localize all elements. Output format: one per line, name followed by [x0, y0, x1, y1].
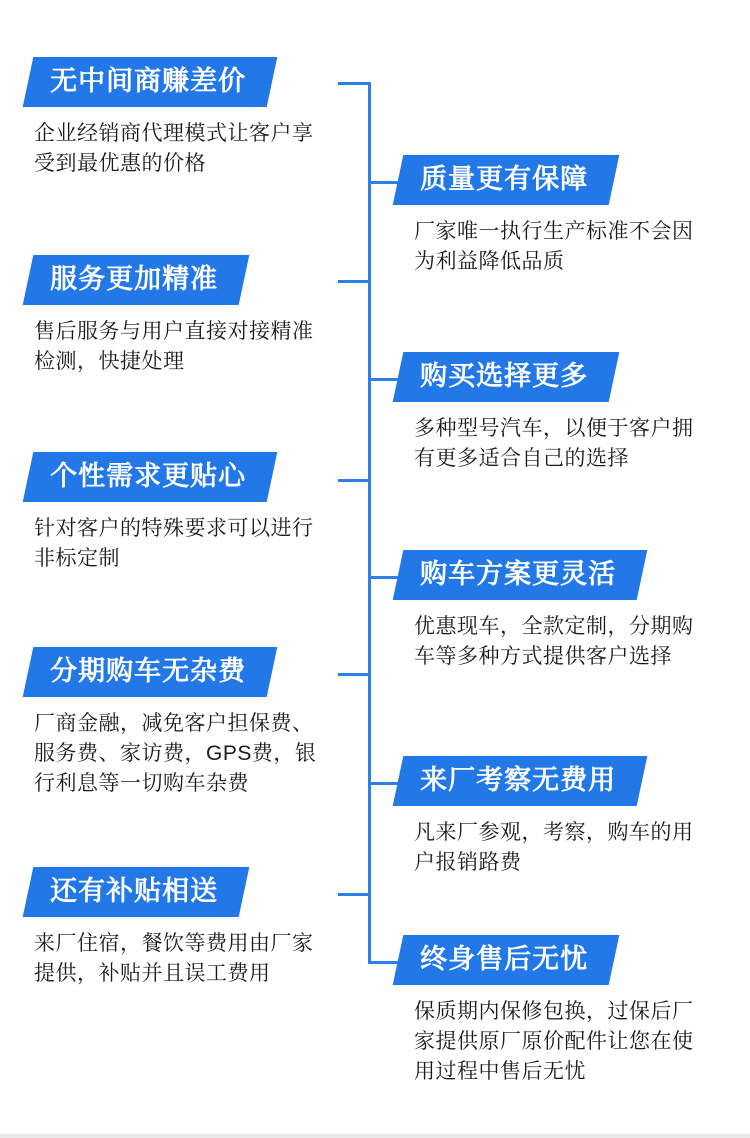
connector-branch-left-5 — [338, 893, 370, 896]
feature-desc-2: 厂家唯一执行生产标准不会因为利益降低品质 — [414, 220, 694, 273]
connector-branch-left-4 — [338, 673, 370, 676]
feature-desc-9: 来厂住宿，餐饮等费用由厂家提供，补贴并且误工费用 — [34, 932, 314, 985]
feature-item-10 — [398, 935, 698, 1086]
feature-title-1: 无中间商赚差价 — [23, 57, 278, 107]
feature-title-10: 终身售后无忧 — [393, 935, 620, 985]
feature-item-3 — [28, 255, 328, 377]
feature-item-4 — [398, 352, 698, 474]
connector-branch-left-1 — [338, 82, 370, 85]
feature-title-2: 质量更有保障 — [393, 155, 620, 205]
feature-title-4: 购买选择更多 — [393, 352, 620, 402]
feature-item-2 — [398, 155, 698, 277]
feature-desc-8: 凡来厂参观，考察，购车的用户报销路费 — [414, 821, 694, 874]
feature-desc-4: 多种型号汽车，以便于客户拥有更多适合自己的选择 — [414, 417, 694, 470]
feature-title-6: 购车方案更灵活 — [393, 550, 648, 600]
feature-desc-1: 企业经销商代理模式让客户享受到最优惠的价格 — [34, 122, 314, 175]
feature-title-5: 个性需求更贴心 — [23, 452, 278, 502]
feature-item-5 — [28, 452, 328, 574]
connector-spine-vertical — [368, 82, 371, 962]
feature-title-9: 还有补贴相送 — [23, 867, 250, 917]
feature-title-8: 来厂考察无费用 — [393, 756, 648, 806]
connector-branch-left-2 — [338, 280, 370, 283]
feature-item-9 — [28, 867, 328, 989]
feature-desc-10: 保质期内保修包换，过保后厂家提供原厂原价配件让您在使用过程中售后无忧 — [414, 1000, 694, 1083]
feature-title-7: 分期购车无杂费 — [23, 647, 278, 697]
feature-item-7 — [28, 647, 328, 798]
feature-item-1 — [28, 57, 328, 179]
feature-desc-7: 厂商金融，减免客户担保费、服务费、家访费，GPS费，银行利息等一切购车杂费 — [34, 712, 317, 795]
feature-desc-3: 售后服务与用户直接对接精准检测，快捷处理 — [34, 320, 314, 373]
footer-divider — [0, 1134, 750, 1138]
feature-desc-5: 针对客户的特殊要求可以进行非标定制 — [34, 517, 314, 570]
feature-item-8 — [398, 756, 698, 878]
connector-branch-left-3 — [338, 479, 370, 482]
feature-desc-6: 优惠现车，全款定制，分期购车等多种方式提供客户选择 — [414, 615, 694, 668]
feature-title-3: 服务更加精准 — [23, 255, 250, 305]
feature-item-6 — [398, 550, 698, 672]
